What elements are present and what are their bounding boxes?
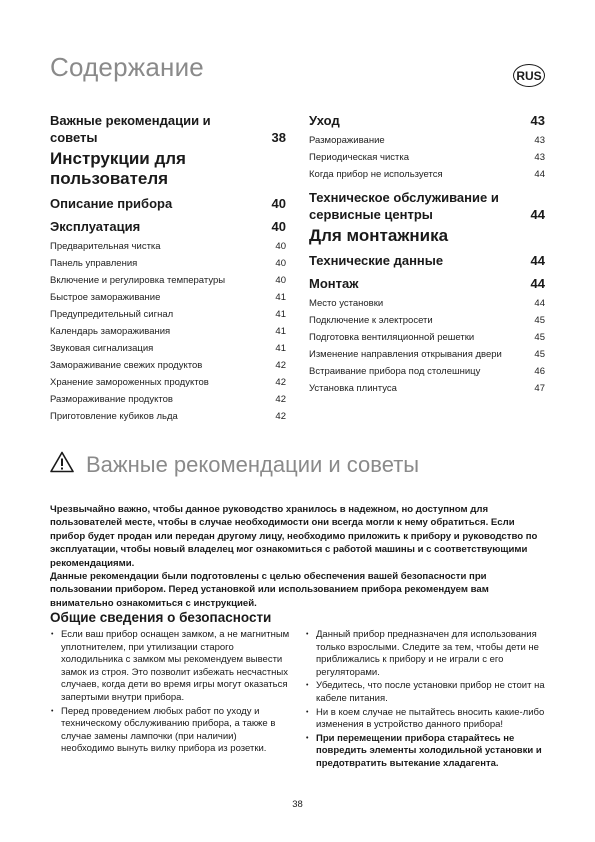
toc-entry-label: Приготовление кубиков льда — [50, 411, 178, 422]
toc-entry-label: Уход — [309, 113, 340, 128]
toc-entry — [50, 374, 286, 391]
toc-entry-page: 42 — [275, 377, 286, 388]
toc-entry-label: Размораживание — [309, 135, 385, 146]
toc-entry-page: 40 — [275, 275, 286, 286]
toc-entry — [309, 329, 545, 346]
toc-entry-page: 40 — [271, 219, 286, 234]
toc-entry-label: Предупредительный сигнал — [50, 309, 174, 320]
section-heading — [50, 451, 419, 478]
toc-entry-page: 45 — [534, 332, 545, 343]
toc-entry — [50, 112, 286, 146]
toc-entry-label: Звуковая сигнализация — [50, 343, 154, 354]
toc-left-column — [50, 106, 286, 425]
toc-entry-page: 46 — [534, 366, 545, 377]
toc-entry-page: 44 — [534, 298, 545, 309]
toc-entry-label: Инструкции для пользователя — [50, 149, 186, 188]
toc-entry — [50, 408, 286, 425]
toc-entry-label: Хранение замороженных продуктов — [50, 377, 209, 388]
safety-list-right — [305, 629, 545, 772]
toc-entry — [50, 323, 286, 340]
toc-entry — [309, 275, 545, 292]
toc-entry-label: Периодическая чистка — [309, 152, 410, 163]
toc-entry — [50, 357, 286, 374]
safety-list-item: • Ни в коем случае не пытайтесь вносить какие-либо изменения в устройство данного прибора! — [305, 707, 545, 732]
warning-triangle-icon — [50, 451, 74, 478]
toc-entry-page: 42 — [275, 411, 286, 422]
toc-entry — [309, 312, 545, 329]
toc-entry — [50, 340, 286, 357]
safety-list-item: • Если ваш прибор оснащен замком, а не магнитным уплотнителем, при утилизации старого холодильника с замком мы рекомендуем вывести замок из строя. Это позволит избежать несчастных случаев, когда дети во время игры могут оказаться запертыми внутри прибора. — [50, 629, 290, 705]
toc-entry-page: 44 — [530, 207, 545, 222]
toc-entry — [309, 252, 545, 269]
safety-subheading: Общие сведения о безопасности — [50, 610, 272, 625]
toc-entry-label: Встраивание прибора под столешницу — [309, 366, 481, 377]
toc-entry — [50, 391, 286, 408]
safety-list-item: • Убедитесь, что после установки прибор не стоит на кабеле питания. — [305, 680, 545, 705]
toc-entry — [309, 149, 545, 166]
toc-entry — [309, 112, 545, 129]
toc-entry-page: 41 — [275, 292, 286, 303]
toc-entry — [309, 346, 545, 363]
toc-entry-label: Предварительная чистка — [50, 241, 161, 252]
toc-entry — [309, 363, 545, 380]
toc-entry-page: 42 — [275, 360, 286, 371]
intro-paragraph: Чрезвычайно важно, чтобы данное руководство хранилось в надежном, но доступном для пользователей месте, чтобы в случае необходимости они всегда могли к нему обратиться. Если прибор будет продан или передан другому лицу, необходимо приложить к прибору и руководство по эксплуатации, чтобы новый владелец мог ознакомиться с работой машины и с соответствующими рекомендациями. — [50, 504, 538, 569]
section-title: Важные рекомендации и советы — [86, 451, 420, 477]
toc-entry-page: 45 — [534, 349, 545, 360]
toc-entry-label: Замораживание свежих продуктов — [50, 360, 203, 371]
toc-entry-page: 43 — [530, 113, 545, 128]
toc-entry-label: Быстрое замораживание — [50, 292, 161, 303]
toc-entry-label: Подключение к электросети — [309, 315, 433, 326]
toc-entry-label: Для монтажника — [309, 226, 449, 245]
toc-entry-page: 40 — [271, 196, 286, 211]
safety-list-item: • При перемещении прибора старайтесь не повредить элементы холодильной установки и предотвратить вытекание хладагента. — [305, 733, 545, 771]
toc-entry-label: Эксплуатация — [50, 219, 141, 234]
toc-entry-page: 44 — [534, 169, 545, 180]
toc-entry-page: 40 — [275, 258, 286, 269]
toc-entry — [50, 306, 286, 323]
toc-entry-page: 42 — [275, 394, 286, 405]
toc-entry-label: Календарь замораживания — [50, 326, 171, 337]
toc-entry-label: Когда прибор не используется — [309, 169, 443, 180]
toc-entry-label: Подготовка вентиляционной решетки — [309, 332, 475, 343]
toc-entry — [50, 195, 286, 212]
toc-entry-page: 44 — [530, 253, 545, 268]
toc-entry-page: 41 — [275, 343, 286, 354]
toc-entry-page: 41 — [275, 326, 286, 337]
toc-entry-page: 38 — [271, 130, 286, 145]
toc-entry-label: Описание прибора — [50, 196, 173, 211]
safety-list-item: • Данный прибор предназначен для использования только взрослыми. Следите за тем, чтобы дети не приближались к прибору и не играли с его регуляторами. — [305, 629, 545, 679]
page-title: Содержание — [50, 52, 204, 82]
toc-entry-label: Монтаж — [309, 276, 359, 291]
toc-entry-label: Включение и регулировка температуры — [50, 275, 226, 286]
toc-entry — [309, 380, 545, 397]
toc-entry-label: Важные рекомендации и советы — [50, 113, 211, 145]
toc-entry-page: 44 — [530, 276, 545, 291]
toc-entry-page: 41 — [275, 309, 286, 320]
toc-entry-label: Установка плинтуса — [309, 383, 397, 394]
toc-entry-label: Место установки — [309, 298, 384, 309]
toc-right-column — [309, 106, 545, 397]
toc-entry — [50, 289, 286, 306]
toc-entry-label: Технические данные — [309, 253, 444, 268]
toc-entry-page: 43 — [534, 152, 545, 163]
toc-entry-page: 47 — [534, 383, 545, 394]
toc-entry-page: 40 — [275, 241, 286, 252]
toc-entry-page: 43 — [534, 135, 545, 146]
toc-entry — [50, 218, 286, 235]
language-badge: RUS — [513, 64, 545, 87]
toc-entry — [309, 226, 545, 246]
toc-entry — [309, 166, 545, 183]
safety-list-item: • Перед проведением любых работ по уходу и техническому обслуживанию прибора, а также в случае замены лампочки (при наличии) необходимо вынуть вилку прибора из розетки. — [50, 706, 290, 756]
toc-entry-label: Панель управления — [50, 258, 138, 269]
toc-entry-label: Техническое обслуживание и сервисные центры — [309, 190, 499, 222]
intro-paragraph: Данные рекомендации были подготовлены с целью обеспечения вашей безопасности при пользовании прибором. Перед установкой или использованием прибора рекомендуем вам внимательно ознакомиться с инструкцией. — [50, 571, 489, 609]
toc-entry — [50, 149, 286, 189]
toc-entry — [50, 272, 286, 289]
toc-entry — [309, 189, 545, 223]
intro-text — [50, 503, 545, 610]
toc-entry — [50, 255, 286, 272]
toc-entry-label: Размораживание продуктов — [50, 394, 173, 405]
toc-entry-label: Изменение направления открывания двери — [309, 349, 502, 360]
toc-entry — [309, 295, 545, 312]
toc-entry — [50, 238, 286, 255]
toc-entry — [309, 132, 545, 149]
safety-list-left — [50, 629, 290, 757]
page-number: 38 — [292, 799, 303, 810]
toc-entry-page: 45 — [534, 315, 545, 326]
